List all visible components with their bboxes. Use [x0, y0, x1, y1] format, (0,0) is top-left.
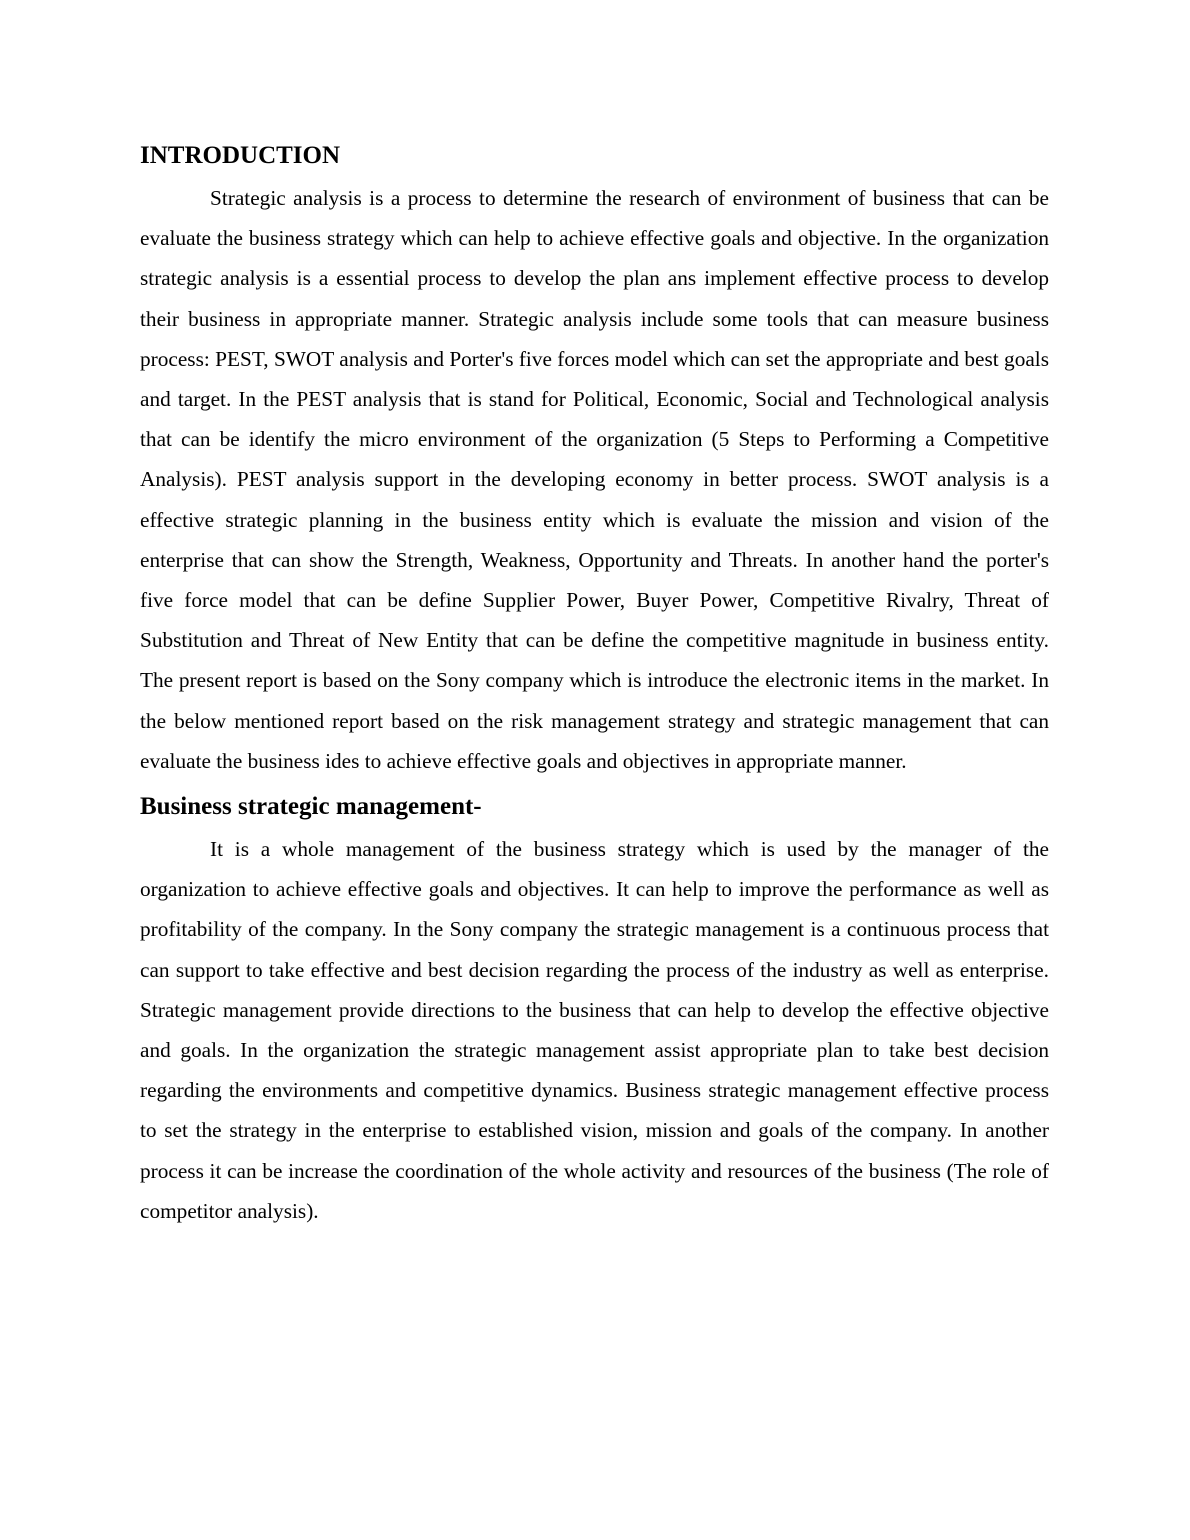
business-strategic-management-heading: Business strategic management-	[140, 793, 482, 821]
introduction-paragraph: Strategic analysis is a process to determine the research of environment of business that can be evaluate the business strategy which can help to achieve effective goals and objective. In the organization strategic analysis is a essential process to develop the plan ans implement effective process to develop their business in appropriate manner. Strategic analysis include some tools that can measure business process: PEST, SWOT analysis and Porter's five forces model which can set the appropriate and best goals and target. In the PEST analysis that is stand for Political, Economic, Social and Technological analysis that can be identify the micro environment of the organization (5 Steps to Performing a Competitive Analysis). PEST analysis support in the developing economy in better process. SWOT analysis is a effective strategic planning in the business entity which is evaluate the mission and vision of the enterprise that can show the Strength, Weakness, Opportunity and Threats. In another hand the porter's five force model that can be define Supplier Power, Buyer Power, Competitive Rivalry, Threat of Substitution and Threat of New Entity that can be define the competitive magnitude in business entity. The present report is based on the Sony company which is introduce the electronic items in the market. In the below mentioned report based on the risk management strategy and strategic management that can evaluate the business ides to achieve effective goals and objectives in appropriate manner.	[140, 186, 1049, 773]
introduction-heading: INTRODUCTION	[140, 142, 341, 169]
business-strategic-management-paragraph: It is a whole management of the business strategy which is used by the manager of the organization to achieve effective goals and objectives. It can help to improve the performance as well as profitability of the company. In the Sony company the strategic management is a continuous process that can support to take effective and best decision regarding the process of the industry as well as enterprise. Strategic management provide directions to the business that can help to develop the effective objective and goals. In the organization the strategic management assist appropriate plan to take best decision regarding the environments and competitive dynamics. Business strategic management effective process to set the strategy in the enterprise to established vision, mission and goals of the company. In another process it can be increase the coordination of the whole activity and resources of the business (The role of competitor analysis).	[140, 837, 1049, 1223]
document-page	[140, 140, 1049, 1231]
